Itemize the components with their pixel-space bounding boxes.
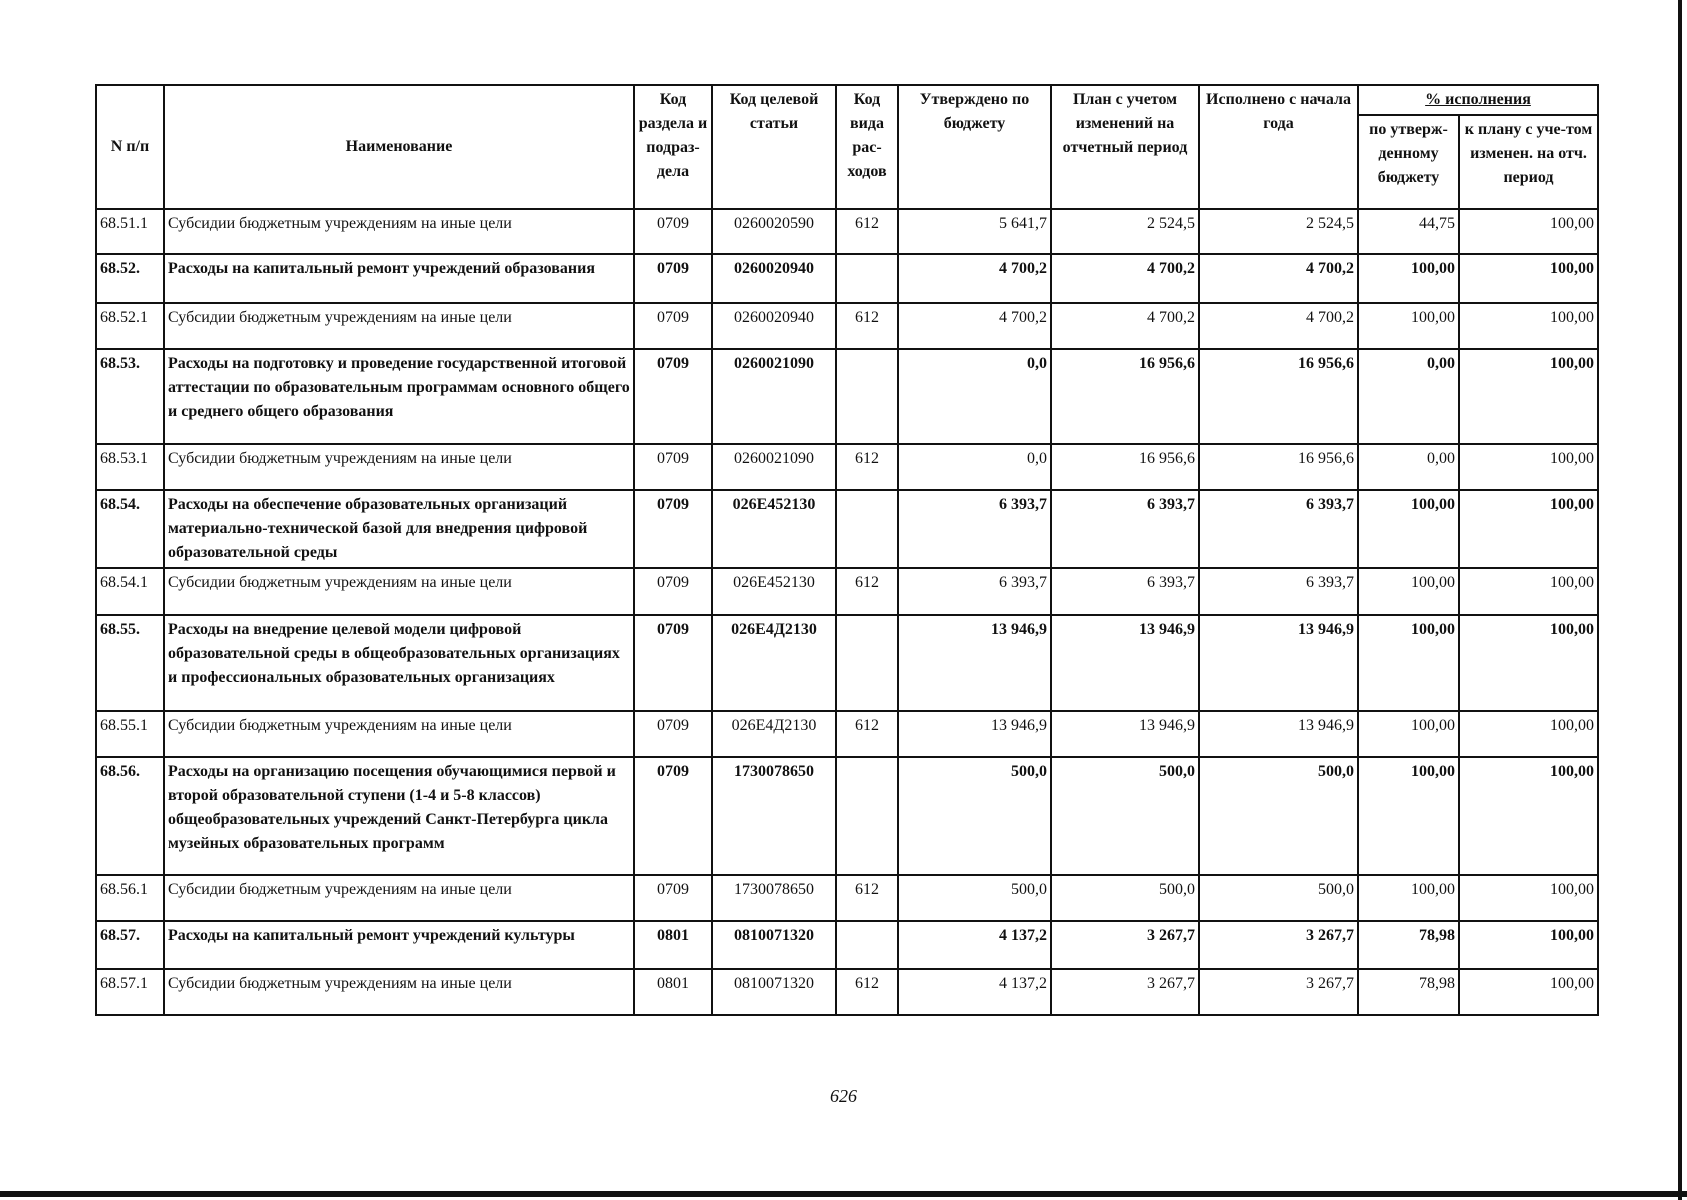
header-row-1 — [96, 85, 1598, 115]
table-row — [96, 875, 1598, 921]
cell-utv: 13 946,9 — [898, 711, 1051, 757]
cell-celevaya: 0810071320 — [712, 969, 836, 1015]
cell-pct-utv: 100,00 — [1358, 490, 1459, 568]
cell-num: 68.55. — [96, 615, 164, 711]
scan-border-bottom — [0, 1191, 1687, 1197]
header-utv: Утверждено по бюджету — [898, 85, 1051, 209]
cell-utv: 4 700,2 — [898, 254, 1051, 303]
cell-num: 68.53.1 — [96, 444, 164, 490]
cell-utv: 6 393,7 — [898, 490, 1051, 568]
cell-name: Субсидии бюджетным учреждениям на иные цели — [164, 444, 634, 490]
table-row — [96, 921, 1598, 969]
cell-pct-plan: 100,00 — [1459, 209, 1598, 254]
table-row — [96, 711, 1598, 757]
cell-razdel: 0709 — [634, 349, 712, 444]
cell-pct-plan: 100,00 — [1459, 757, 1598, 875]
header-plan: План с учетом изменений на отчетный период — [1051, 85, 1199, 209]
cell-pct-plan: 100,00 — [1459, 969, 1598, 1015]
cell-utv: 5 641,7 — [898, 209, 1051, 254]
cell-pct-utv: 100,00 — [1358, 568, 1459, 615]
table-row — [96, 568, 1598, 615]
cell-isp: 500,0 — [1199, 757, 1358, 875]
cell-razdel: 0801 — [634, 921, 712, 969]
cell-vid: 612 — [836, 875, 898, 921]
cell-name: Субсидии бюджетным учреждениям на иные цели — [164, 303, 634, 349]
table-row — [96, 349, 1598, 444]
cell-celevaya: 026E452130 — [712, 568, 836, 615]
cell-celevaya: 0260021090 — [712, 349, 836, 444]
cell-isp: 500,0 — [1199, 875, 1358, 921]
table-row — [96, 490, 1598, 568]
cell-name: Расходы на обеспечение образовательных организаций материально-технической базой для внедрения цифровой образовательной среды — [164, 490, 634, 568]
header-pct-utv: по утверж-денному бюджету — [1358, 115, 1459, 209]
cell-plan: 16 956,6 — [1051, 349, 1199, 444]
cell-razdel: 0709 — [634, 254, 712, 303]
cell-num: 68.57.1 — [96, 969, 164, 1015]
table-row — [96, 757, 1598, 875]
cell-razdel: 0709 — [634, 568, 712, 615]
cell-pct-utv: 100,00 — [1358, 303, 1459, 349]
cell-vid: 612 — [836, 209, 898, 254]
cell-celevaya: 1730078650 — [712, 757, 836, 875]
scan-border-right — [1678, 0, 1682, 1200]
cell-num: 68.52. — [96, 254, 164, 303]
header-name: Наименование — [164, 85, 634, 209]
table-row — [96, 254, 1598, 303]
cell-utv: 6 393,7 — [898, 568, 1051, 615]
table-row — [96, 969, 1598, 1015]
cell-num: 68.53. — [96, 349, 164, 444]
header-pct-plan: к плану с уче-том изменен. на отч. период — [1459, 115, 1598, 209]
cell-vid — [836, 757, 898, 875]
cell-pct-utv: 100,00 — [1358, 615, 1459, 711]
cell-num: 68.55.1 — [96, 711, 164, 757]
cell-isp: 13 946,9 — [1199, 711, 1358, 757]
cell-plan: 500,0 — [1051, 757, 1199, 875]
cell-num: 68.56. — [96, 757, 164, 875]
header-razdel: Код раздела и подраз-дела — [634, 85, 712, 209]
cell-pct-utv: 100,00 — [1358, 254, 1459, 303]
cell-razdel: 0709 — [634, 444, 712, 490]
cell-razdel: 0709 — [634, 711, 712, 757]
cell-name: Субсидии бюджетным учреждениям на иные цели — [164, 209, 634, 254]
cell-plan: 6 393,7 — [1051, 490, 1199, 568]
cell-num: 68.54. — [96, 490, 164, 568]
cell-plan: 13 946,9 — [1051, 711, 1199, 757]
cell-vid — [836, 921, 898, 969]
cell-pct-utv: 100,00 — [1358, 875, 1459, 921]
cell-pct-plan: 100,00 — [1459, 490, 1598, 568]
cell-utv: 13 946,9 — [898, 615, 1051, 711]
cell-isp: 3 267,7 — [1199, 921, 1358, 969]
cell-pct-utv: 100,00 — [1358, 711, 1459, 757]
cell-razdel: 0709 — [634, 757, 712, 875]
cell-celevaya: 026E4Д2130 — [712, 711, 836, 757]
cell-vid: 612 — [836, 444, 898, 490]
cell-vid — [836, 490, 898, 568]
cell-celevaya: 026E4Д2130 — [712, 615, 836, 711]
cell-isp: 6 393,7 — [1199, 490, 1358, 568]
cell-razdel: 0709 — [634, 303, 712, 349]
budget-execution-table — [95, 84, 1599, 1016]
cell-pct-plan: 100,00 — [1459, 615, 1598, 711]
cell-plan: 4 700,2 — [1051, 254, 1199, 303]
cell-celevaya: 0260020590 — [712, 209, 836, 254]
cell-utv: 4 137,2 — [898, 969, 1051, 1015]
cell-plan: 6 393,7 — [1051, 568, 1199, 615]
cell-pct-plan: 100,00 — [1459, 303, 1598, 349]
cell-name: Расходы на капитальный ремонт учреждений образования — [164, 254, 634, 303]
cell-num: 68.51.1 — [96, 209, 164, 254]
cell-pct-utv: 78,98 — [1358, 921, 1459, 969]
table-body — [96, 209, 1598, 1015]
cell-vid: 612 — [836, 303, 898, 349]
cell-vid — [836, 349, 898, 444]
cell-vid: 612 — [836, 568, 898, 615]
cell-pct-utv: 44,75 — [1358, 209, 1459, 254]
cell-name: Субсидии бюджетным учреждениям на иные цели — [164, 711, 634, 757]
cell-plan: 13 946,9 — [1051, 615, 1199, 711]
cell-utv: 0,0 — [898, 349, 1051, 444]
cell-celevaya: 0260021090 — [712, 444, 836, 490]
cell-plan: 3 267,7 — [1051, 969, 1199, 1015]
cell-name: Субсидии бюджетным учреждениям на иные цели — [164, 568, 634, 615]
cell-pct-plan: 100,00 — [1459, 921, 1598, 969]
cell-utv: 500,0 — [898, 875, 1051, 921]
cell-name: Субсидии бюджетным учреждениям на иные цели — [164, 875, 634, 921]
cell-vid: 612 — [836, 711, 898, 757]
cell-celevaya: 1730078650 — [712, 875, 836, 921]
cell-pct-plan: 100,00 — [1459, 349, 1598, 444]
cell-isp: 16 956,6 — [1199, 349, 1358, 444]
cell-pct-utv: 0,00 — [1358, 349, 1459, 444]
cell-num: 68.56.1 — [96, 875, 164, 921]
cell-isp: 4 700,2 — [1199, 303, 1358, 349]
cell-pct-plan: 100,00 — [1459, 875, 1598, 921]
cell-isp: 2 524,5 — [1199, 209, 1358, 254]
cell-pct-plan: 100,00 — [1459, 568, 1598, 615]
cell-plan: 500,0 — [1051, 875, 1199, 921]
cell-name: Расходы на внедрение целевой модели цифровой образовательной среды в общеобразовательных организациях и профессиональных образовательных организациях — [164, 615, 634, 711]
cell-celevaya: 0260020940 — [712, 254, 836, 303]
cell-razdel: 0801 — [634, 969, 712, 1015]
header-num: N п/п — [96, 85, 164, 209]
cell-isp: 16 956,6 — [1199, 444, 1358, 490]
cell-celevaya: 0260020940 — [712, 303, 836, 349]
header-pct-group: % исполнения — [1358, 85, 1598, 115]
cell-utv: 0,0 — [898, 444, 1051, 490]
cell-num: 68.54.1 — [96, 568, 164, 615]
table-row — [96, 303, 1598, 349]
cell-isp: 4 700,2 — [1199, 254, 1358, 303]
cell-plan: 3 267,7 — [1051, 921, 1199, 969]
cell-name: Расходы на организацию посещения обучающимися первой и второй образовательной ступени (1-4 и 5-8 классов) общеобразовательных учреждений Санкт-Петербурга цикла музейных образовательных программ — [164, 757, 634, 875]
cell-vid — [836, 615, 898, 711]
cell-pct-utv: 0,00 — [1358, 444, 1459, 490]
cell-pct-plan: 100,00 — [1459, 444, 1598, 490]
cell-plan: 4 700,2 — [1051, 303, 1199, 349]
table-row — [96, 444, 1598, 490]
cell-plan: 2 524,5 — [1051, 209, 1199, 254]
cell-razdel: 0709 — [634, 875, 712, 921]
table-row — [96, 615, 1598, 711]
cell-num: 68.52.1 — [96, 303, 164, 349]
cell-razdel: 0709 — [634, 490, 712, 568]
cell-pct-utv: 100,00 — [1358, 757, 1459, 875]
cell-pct-plan: 100,00 — [1459, 711, 1598, 757]
cell-name: Расходы на капитальный ремонт учреждений культуры — [164, 921, 634, 969]
cell-celevaya: 026E452130 — [712, 490, 836, 568]
cell-isp: 13 946,9 — [1199, 615, 1358, 711]
header-celevaya: Код целевой статьи — [712, 85, 836, 209]
cell-pct-plan: 100,00 — [1459, 254, 1598, 303]
cell-utv: 4 700,2 — [898, 303, 1051, 349]
header-vid: Код вида рас-ходов — [836, 85, 898, 209]
cell-name: Субсидии бюджетным учреждениям на иные цели — [164, 969, 634, 1015]
cell-utv: 500,0 — [898, 757, 1051, 875]
cell-utv: 4 137,2 — [898, 921, 1051, 969]
table-row — [96, 209, 1598, 254]
cell-num: 68.57. — [96, 921, 164, 969]
cell-plan: 16 956,6 — [1051, 444, 1199, 490]
cell-isp: 3 267,7 — [1199, 969, 1358, 1015]
cell-celevaya: 0810071320 — [712, 921, 836, 969]
cell-vid — [836, 254, 898, 303]
cell-razdel: 0709 — [634, 615, 712, 711]
cell-vid: 612 — [836, 969, 898, 1015]
cell-isp: 6 393,7 — [1199, 568, 1358, 615]
header-isp: Исполнено с начала года — [1199, 85, 1358, 209]
cell-pct-utv: 78,98 — [1358, 969, 1459, 1015]
cell-name: Расходы на подготовку и проведение государственной итоговой аттестации по образовательным программам основного общего и среднего общего образования — [164, 349, 634, 444]
page-number: 626 — [830, 1086, 857, 1106]
cell-razdel: 0709 — [634, 209, 712, 254]
